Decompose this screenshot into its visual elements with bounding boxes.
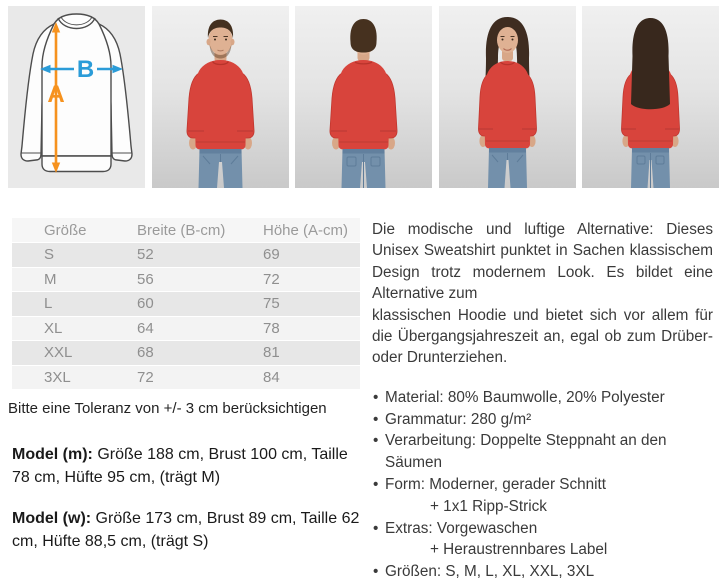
feature-list: [372, 387, 713, 583]
table-row-s: [12, 243, 360, 268]
cell-hoehe: 81: [263, 341, 360, 366]
cell-breite: 64: [137, 316, 263, 341]
size-diagram-graphic: [8, 6, 145, 188]
cell-hoehe: 84: [263, 365, 360, 390]
female-model-front-photo: [439, 6, 576, 188]
feature-text: Verarbeitung: Doppelte Steppnaht an den Säumen: [385, 432, 667, 472]
size-table: [12, 218, 360, 390]
gallery-thumb-male-back[interactable]: [295, 6, 432, 188]
cell-hoehe: 69: [263, 243, 360, 268]
feature-text: Extras: Vorgewaschen: [385, 519, 538, 537]
feature-verarbeitung: [372, 430, 713, 474]
cell-hoehe: 72: [263, 267, 360, 292]
table-row-xl: [12, 316, 360, 341]
feature-grammatur: [372, 409, 713, 431]
feature-material: [372, 387, 713, 409]
cell-breite: 72: [137, 365, 263, 390]
cell-breite: 52: [137, 243, 263, 268]
size-info-column: [8, 218, 362, 553]
cell-size: M: [12, 267, 137, 292]
tolerance-note: Bitte eine Toleranz von +/- 3 cm berücksichtigen: [8, 400, 327, 417]
cell-breite: 60: [137, 292, 263, 317]
male-model-front-photo: [152, 6, 289, 188]
table-row-l: [12, 292, 360, 317]
column-header-hoehe: Höhe (A-cm): [263, 218, 360, 243]
feature-groessen: [372, 561, 713, 583]
model-w-info: [12, 507, 362, 553]
gallery-thumb-male-front[interactable]: [152, 6, 289, 188]
description-column: [372, 219, 713, 583]
model-m-info: [12, 443, 362, 489]
description-part2: klassischen Hoodie und bietet sich vor allem für die Übergangsjahreszeit an, egal ob zum Drüber- oder Drunterziehen.: [372, 306, 713, 367]
feature-text: Größen: S, M, L, XL, XXL, 3XL: [385, 563, 595, 581]
cell-size: S: [12, 243, 137, 268]
gallery-thumb-female-front[interactable]: [439, 6, 576, 188]
label-b: B: [76, 56, 95, 83]
table-row-m: [12, 267, 360, 292]
cell-hoehe: 75: [263, 292, 360, 317]
feature-extras: [372, 518, 713, 562]
cell-breite: 56: [137, 267, 263, 292]
column-header-breite: Breite (B-cm): [137, 218, 263, 243]
size-table-header-row: [12, 218, 360, 243]
table-row-3xl: [12, 365, 360, 390]
cell-size: XL: [12, 316, 137, 341]
column-header-groesse: Größe: [12, 218, 137, 243]
model-w-label: Model (w):: [12, 510, 92, 527]
description-part1: Die modische und luftige Alternative: Dieses Unisex Sweatshirt punktet in Sachen klassischem Design trotz modernem Look. Es bildet eine Alternative zum: [372, 221, 713, 303]
product-description: [372, 219, 713, 369]
cell-breite: 68: [137, 341, 263, 366]
feature-extra-line: + 1x1 Ripp-Strick: [430, 497, 547, 515]
model-w-text: Größe 173 cm, Brust 89 cm, Taille 62 cm, Hüfte 88,5 cm, (trägt S): [12, 510, 360, 550]
feature-text: Material: 80% Baumwolle, 20% Polyester: [385, 388, 665, 406]
model-m-label: Model (m):: [12, 446, 93, 463]
feature-text: Form: Moderner, gerader Schnitt: [385, 476, 607, 494]
product-gallery: [8, 6, 719, 188]
model-m-text: Größe 188 cm, Brust 100 cm, Taille 78 cm, Hüfte 95 cm, (trägt M): [12, 446, 348, 486]
cell-size: 3XL: [12, 365, 137, 390]
gallery-thumb-female-back[interactable]: [582, 6, 719, 188]
male-model-back-photo: [295, 6, 432, 188]
feature-text: Grammatur: 280 g/m²: [385, 410, 532, 428]
gallery-thumb-size-diagram[interactable]: [8, 6, 145, 188]
feature-extra-line: + Heraustrennbares Label: [430, 541, 608, 559]
female-model-back-photo: [582, 6, 719, 188]
cell-size: L: [12, 292, 137, 317]
cell-size: XXL: [12, 341, 137, 366]
feature-form: [372, 474, 713, 518]
table-row-xxl: [12, 341, 360, 366]
cell-hoehe: 78: [263, 316, 360, 341]
label-a: A: [47, 81, 65, 108]
